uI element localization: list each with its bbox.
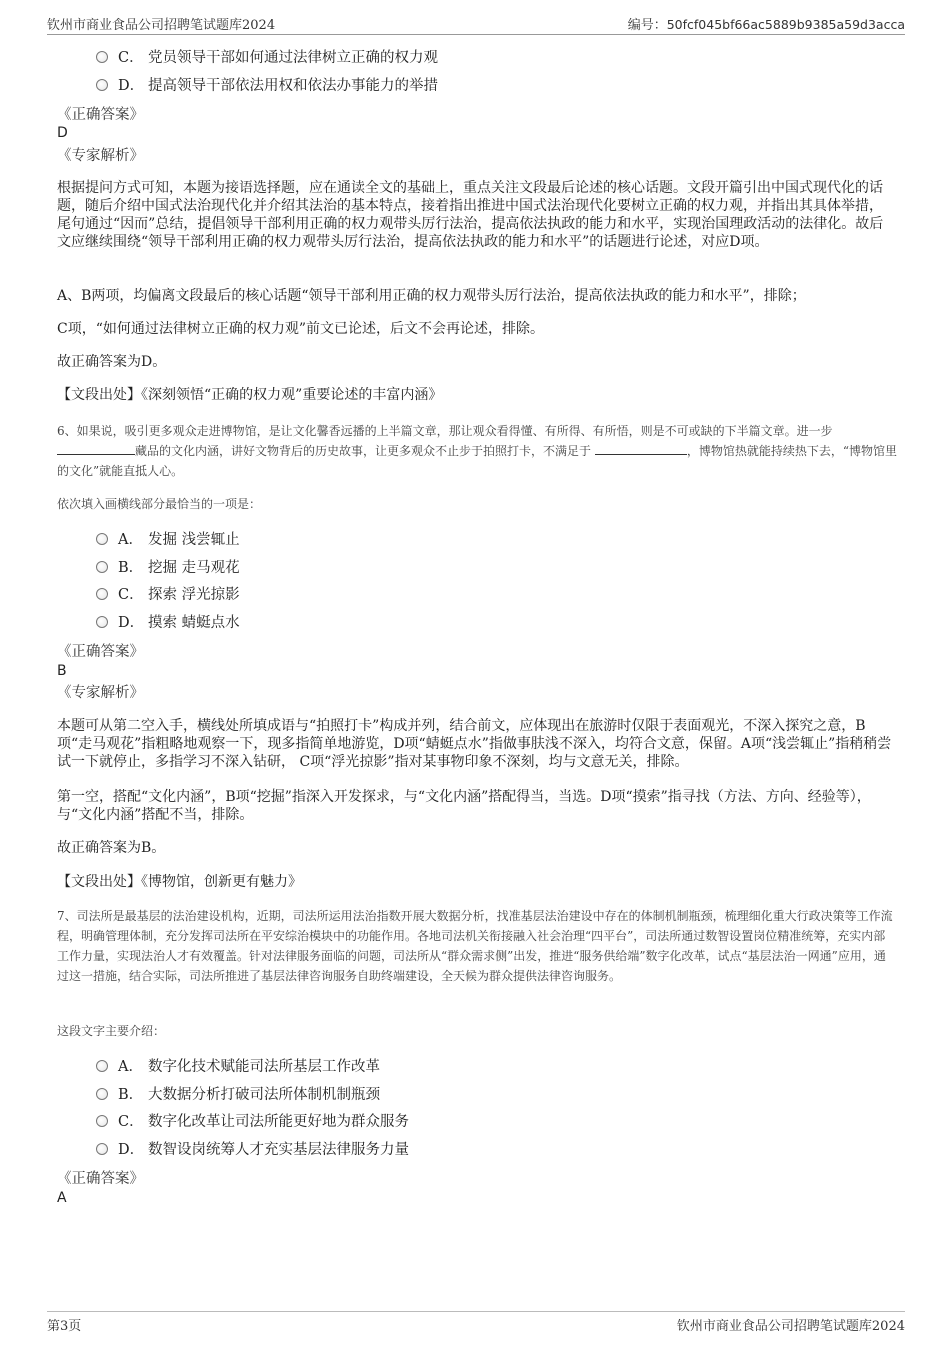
radio-icon[interactable] (96, 1143, 108, 1155)
option-text: 数字化技术赋能司法所基层工作改革 (148, 1059, 380, 1075)
q5-option-c[interactable] (96, 47, 438, 69)
option-letter: D． (118, 615, 145, 631)
option-text: 数字化改革让司法所能更好地为群众服务 (148, 1114, 409, 1130)
q5-analysis-label: 《专家解析》 (57, 148, 144, 164)
q5-source: 【文段出处】《深刻领悟“正确的权力观”重要论述的丰富内涵》 (57, 387, 443, 403)
radio-icon[interactable] (96, 616, 108, 628)
q6-stem-part-3: ，博物馆热就能持续热下去，“博物馆里的文化”就能直抵人心。 (57, 444, 897, 478)
option-letter: C． (118, 50, 144, 66)
radio-icon[interactable] (96, 1088, 108, 1100)
page-footer (47, 1311, 905, 1334)
option-text: 发掘 浅尝辄止 (148, 532, 240, 548)
radio-icon[interactable] (96, 561, 108, 573)
q6-option-a[interactable] (96, 529, 240, 551)
q6-prompt: 依次填入画横线部分最恰当的一项是： (57, 497, 262, 511)
q5-option-d[interactable] (96, 75, 438, 97)
serial-value: 50fcf045bf66ac5889b9385a59d3acca (666, 17, 905, 32)
option-letter: C． (118, 1114, 144, 1130)
option-letter: D． (118, 1142, 145, 1158)
q6-option-d[interactable] (96, 612, 240, 634)
q6-option-b[interactable] (96, 557, 240, 579)
option-text: 大数据分析打破司法所体制机制瓶颈 (148, 1087, 380, 1103)
radio-icon[interactable] (96, 51, 108, 63)
q5-analysis-paragraph-1: 根据提问方式可知，本题为接语选择题，应在通读全文的基础上，重点关注文段最后论述的核心话题。文段开篇引出中国式现代化的话题，随后介绍中国式法治现代化并介绍其法治的基本特点，接着指出推进中国式法治现代化要树立正确的权力观，并指出其具体举措，尾句通过“因而”总结，提倡领导干部利用正确的权力观带头厉行法治，提高依法执政的能力和水平，实现治国理政活动的法律化。故后文应继续围绕“领导干部利用正确的权力观带头厉行法治，提高依法执政的能力和水平”的话题进行论述，对应D项。 (57, 180, 884, 250)
q7-option-d[interactable] (96, 1139, 409, 1161)
option-text: 探索 浮光掠影 (148, 587, 240, 603)
q5-answer: D (57, 125, 68, 141)
serial-label: 编号： (627, 18, 667, 33)
q6-option-c[interactable] (96, 584, 240, 606)
option-letter: B． (118, 1087, 144, 1103)
q6-stem (57, 421, 897, 481)
q6-analysis-paragraph-1: 本题可从第二空入手，横线处所填成语与“拍照打卡”构成并列，结合前文，应体现出在旅游时仅限于表面观光，不深入探究之意，B项“走马观花”指粗略地观察一下，现多指简单地游览，D项“蜻蜓点水”指做事肤浅不深入，均符合文意，保留。A项“浅尝辄止”指稍稍尝试一下就停止，多指学习不深入钻研， C项“浮光掠影”指对某事物印象不深刻，均与文意无关，排除。 (57, 718, 892, 770)
option-letter: A． (118, 1059, 143, 1075)
q7-option-b[interactable] (96, 1084, 380, 1106)
option-letter: A． (118, 532, 143, 548)
q7-answer: A (57, 1190, 67, 1206)
option-text: 摸索 蜻蜓点水 (148, 615, 240, 631)
q6-blank-2 (595, 441, 687, 455)
q7-option-c[interactable] (96, 1111, 409, 1133)
q6-answer-label: 《正确答案》 (57, 644, 144, 660)
q7-option-a[interactable] (96, 1056, 380, 1078)
q6-analysis-label: 《专家解析》 (57, 685, 144, 701)
q6-answer: B (57, 663, 67, 679)
option-text: 党员领导干部如何通过法律树立正确的权力观 (148, 50, 438, 66)
header-title: 钦州市商业食品公司招聘笔试题库2024 (47, 18, 276, 33)
option-text: 提高领导干部依法用权和依法办事能力的举措 (148, 78, 438, 94)
q5-analysis-paragraph-4: 故正确答案为D。 (57, 354, 167, 370)
option-letter: D． (118, 78, 145, 94)
header-serial (628, 14, 905, 33)
q6-analysis-paragraph-2: 第一空，搭配“文化内涵”，B项“挖掘”指深入开发探求，与“文化内涵”搭配得当，当选。D项“摸索”指寻找（方法、方向、经验等），与“文化内涵”搭配不当，排除。 (57, 789, 871, 823)
option-text: 数智设岗统筹人才充实基层法律服务力量 (148, 1142, 409, 1158)
q5-analysis-paragraph-3: C项，“如何通过法律树立正确的权力观”前文已论述，后文不会再论述，排除。 (57, 321, 545, 337)
option-letter: C． (118, 587, 144, 603)
q5-analysis-paragraph-2: A、B两项，均偏离文段最后的核心话题“领导干部利用正确的权力观带头厉行法治，提高依法执政的能力和水平”，排除； (57, 288, 806, 304)
option-letter: B． (118, 560, 144, 576)
q6-blank-1 (57, 441, 135, 455)
q7-stem: 7、司法所是最基层的法治建设机构，近期，司法所运用法治指数开展大数据分析，找准基层法治建设中存在的体制机制瓶颈，梳理细化重大行政决策等工作流程，明确管理体制，充分发挥司法所在平安综治模块中的功能作用。各地司法机关衔接融入社会治理“四平台”，司法所通过数智设置岗位精准统筹，充实内部工作力量，实现法治人才有效覆盖。针对法律服务面临的问题，司法所从“群众需求侧”出发，推进“服务供给端”数字化改革，试点“基层法治一网通”应用，通过这一措施，结合实际，司法所推进了基层法律咨询服务自助终端建设，全天候为群众提供法律咨询服务。 (57, 909, 893, 983)
page-header (47, 12, 905, 35)
q6-source: 【文段出处】《博物馆，创新更有魅力》 (57, 874, 302, 890)
option-text: 挖掘 走马观花 (148, 560, 240, 576)
q7-answer-label: 《正确答案》 (57, 1171, 144, 1187)
q7-prompt: 这段文字主要介绍： (57, 1024, 166, 1038)
q6-stem-part-2: 藏品的文化内涵，讲好文物背后的历史故事，让更多观众不止步于拍照打卡，不满足于 (135, 444, 595, 458)
radio-icon[interactable] (96, 1115, 108, 1127)
q6-stem-part-1: 6、如果说，吸引更多观众走进博物馆，是让文化馨香远播的上半篇文章，那让观众看得懂、有所得、有所悟，则是不可或缺的下半篇文章。进一步 (57, 424, 833, 438)
footer-title: 钦州市商业食品公司招聘笔试题库2024 (676, 1319, 905, 1334)
radio-icon[interactable] (96, 533, 108, 545)
page-number: 第3页 (47, 1319, 82, 1334)
radio-icon[interactable] (96, 79, 108, 91)
q5-answer-label: 《正确答案》 (57, 107, 144, 123)
q6-analysis-paragraph-3: 故正确答案为B。 (57, 840, 166, 856)
radio-icon[interactable] (96, 588, 108, 600)
radio-icon[interactable] (96, 1060, 108, 1072)
